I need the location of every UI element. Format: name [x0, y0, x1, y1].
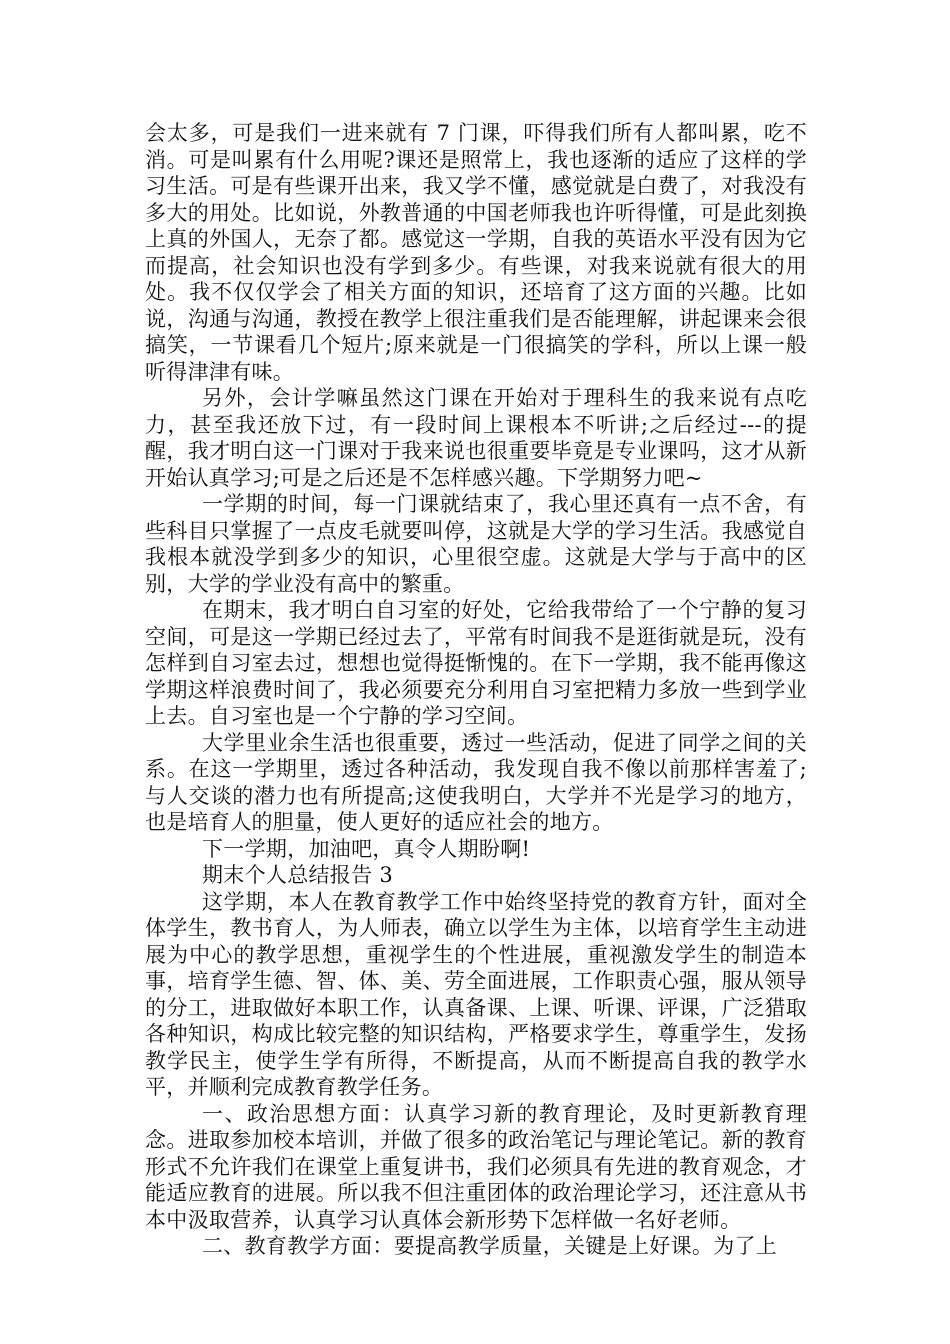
document-body: [145, 120, 807, 1260]
section-heading: 期末个人总结报告 3: [202, 863, 394, 887]
paragraph-1: 会太多，可是我们一进来就有 7 门课，吓得我们所有人都叫累，吃不消。可是叫累有什么用呢?课还是照常上，我也逐渐的适应了这样的学习生活。可是有些课开出来，我又学不懂，感觉就是白费了，对我没有多大的用处。比如说，外教普通的中国老师我也许听得懂，可是此刻换上真的外国人，无奈了都。感觉这一学期，自我的英语水平没有因为它而提高，社会知识也没有学到多少。有些课，对我来说就有很大的用处。我不仅仅学会了相关方面的知识，还培育了这方面的兴趣。比如说，沟通与沟通，教授在教学上很注重我们是否能理解，讲起课来会很搞笑，一节课看几个短片;原来就是一门很搞笑的学科，所以上课一般听得津津有味。: [145, 121, 807, 384]
paragraph-9: 二、教育教学方面：要提高教学质量，关键是上好课。为了上: [202, 1234, 778, 1258]
paragraph-7: 这学期，本人在教育教学工作中始终坚持党的教育方针，面对全体学生，教书育人，为人师表，确立以学生为主体，以培育学生主动进展为中心的教学思想，重视学生的个性进展，重视激发学生的制造本事，培育学生德、智、体、美、劳全面进展，工作职责心强，服从领导的分工，进取做好本职工作，认真备课、上课、听课、评课，广泛猎取各种知识，构成比较完整的知识结构，严格要求学生，尊重学生，发扬教学民主，使学生学有所得，不断提高，从而不断提高自我的教学水平，并顺利完成教育教学任务。: [145, 889, 807, 1099]
paragraph-5: 大学里业余生活也很重要，透过一些活动，促进了同学之间的关系。在这一学期里，透过各种活动，我发现自我不像以前那样害羞了;与人交谈的潜力也有所提高;这使我明白，大学并不光是学习的地方，也是培育人的胆量，使人更好的适应社会的地方。: [145, 730, 807, 834]
paragraph-6: 下一学期，加油吧，真令人期盼啊!: [202, 836, 531, 861]
paragraph-3: 一学期的时间，每一门课就结束了，我心里还真有一点不舍，有些科目只掌握了一点皮毛就要叫停，这就是大学的学习生活。我感觉自我根本就没学到多少的知识，心里很空虚。这就是大学与于高中的区别，大学的学业没有高中的繁重。: [145, 492, 807, 596]
paragraph-8: 一、政治思想方面：认真学习新的教育理论，及时更新教育理念。进取参加校本培训，并做了很多的政治笔记与理论笔记。新的教育形式不允许我们在课堂上重复讲书，我们必须具有先进的教育观念，才能适应教育的进展。所以我不但注重团体的政治理论学习，还注意从书本中汲取营养，认真学习认真体会新形势下怎样做一名好老师。: [145, 1101, 807, 1232]
paragraph-2: 另外，会计学嘛虽然这门课在开始对于理科生的我来说有点吃力，甚至我还放下过，有一段时间上课根本不听讲;之后经过---的提醒，我才明白这一门课对于我来说也很重要毕竟是专业课吗，这才从新开始认真学习;可是之后还是不怎样感兴趣。下学期努力吧~: [145, 386, 807, 490]
paragraph-4: 在期末，我才明白自习室的好处，它给我带给了一个宁静的复习空间，可是这一学期已经过去了，平常有时间我不是逛街就是玩，没有怎样到自习室去过，想想也觉得挺惭愧的。在下一学期，我不能再像这学期这样浪费时间了，我必须要充分利用自习室把精力多放一些到学业上去。自习室也是一个宁静的学习空间。: [145, 598, 807, 728]
